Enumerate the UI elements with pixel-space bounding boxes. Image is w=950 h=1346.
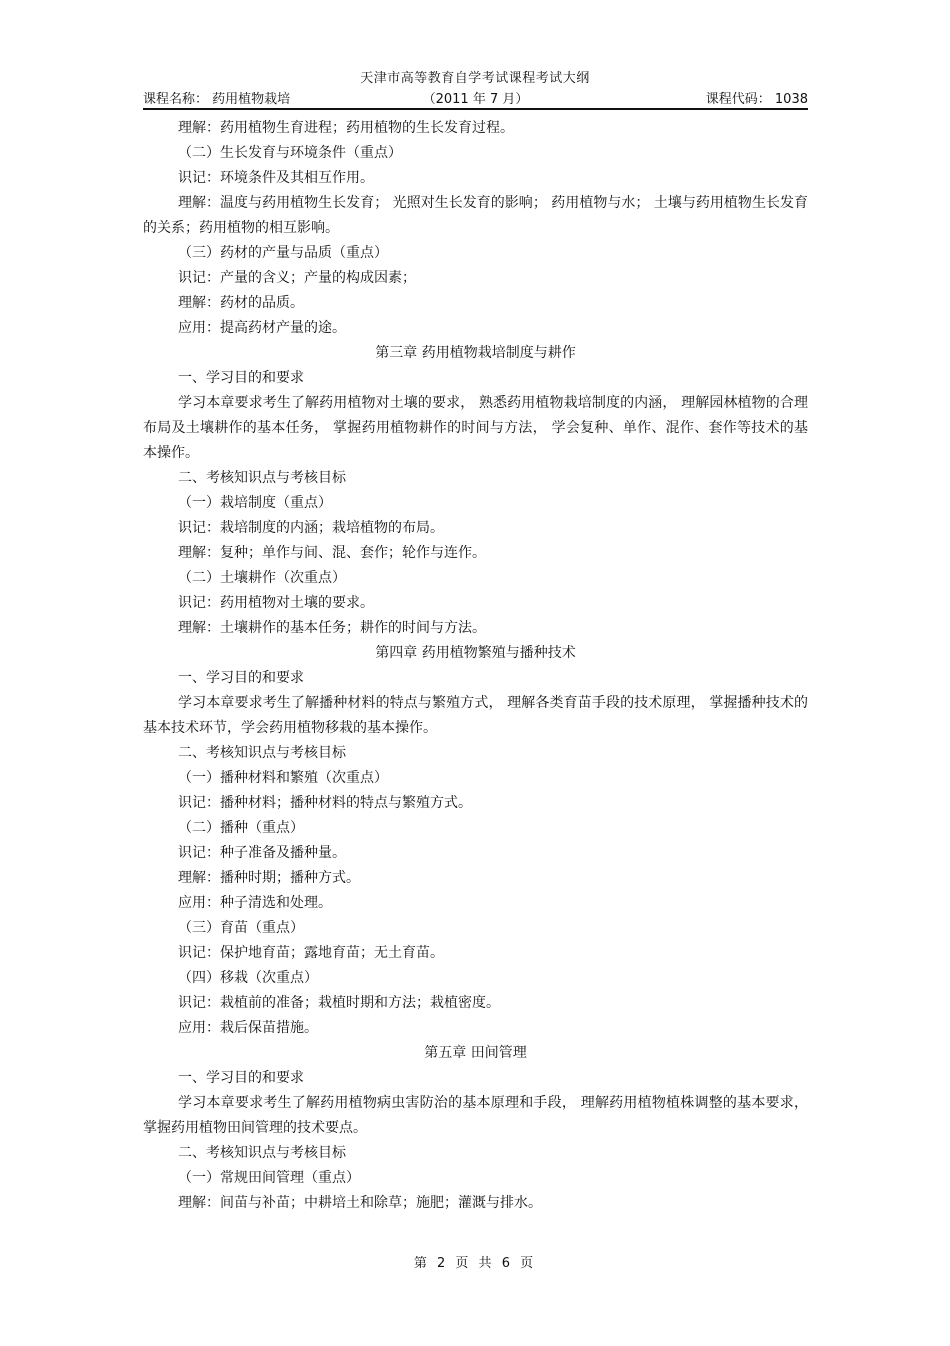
text-line: 识记：栽培制度的内涵；栽培植物的布局。	[178, 520, 444, 536]
text-line: （二）播种（重点）	[178, 820, 304, 836]
text-line: 理解：土壤耕作的基本任务；耕作的时间与方法。	[178, 620, 486, 636]
text-line: （二）土壤耕作（次重点）	[178, 570, 346, 586]
paragraph: 学习本章要求考生了解药用植物对土壤的要求， 熟悉药用植物栽培制度的内涵， 理解园林植物的合理布局及土壤耕作的基本任务， 掌握药用植物耕作的时间与方法， 学会复种、单作、混作、套作等技术的基本操作。	[143, 395, 808, 461]
text-line: 一、学习目的和要求	[178, 1070, 304, 1086]
text-line: （二）生长发育与环境条件（重点）	[178, 145, 402, 161]
text-line: 理解：药用植物生育进程；药用植物的生长发育过程。	[178, 120, 514, 136]
text-line: （一）常规田间管理（重点）	[178, 1170, 360, 1186]
header-divider	[143, 108, 808, 110]
text-line: 理解：播种时期；播种方式。	[178, 870, 360, 886]
text-line: 识记：环境条件及其相互作用。	[178, 170, 374, 186]
text-line: 一、学习目的和要求	[178, 670, 304, 686]
course-name: 课程名称： 药用植物栽培	[143, 92, 291, 107]
text-line: 二、考核知识点与考核目标	[178, 1145, 346, 1161]
chapter-heading: 第三章 药用植物栽培制度与耕作	[375, 345, 576, 361]
text-line: 识记：产量的含义；产量的构成因素；	[178, 270, 416, 286]
text-line: （一）栽培制度（重点）	[178, 495, 332, 511]
header-row	[143, 88, 808, 108]
chapter-heading: 第四章 药用植物繁殖与播种技术	[375, 645, 576, 661]
text-line: 应用：提高药材产量的途。	[178, 320, 346, 336]
text-line: 理解：药材的品质。	[178, 295, 304, 311]
page-body	[143, 116, 808, 1216]
paragraph: 学习本章要求考生了解药用植物病虫害防治的基本原理和手段， 理解药用植物植株调整的基本要求，掌握药用植物田间管理的技术要点。	[143, 1095, 808, 1136]
text-line: （三）药材的产量与品质（重点）	[178, 245, 388, 261]
paragraph: 理解：温度与药用植物生长发育； 光照对生长发育的影响； 药用植物与水； 土壤与药用植物生长发育的关系；药用植物的相互影响。	[143, 195, 808, 236]
text-line: 识记：播种材料；播种材料的特点与繁殖方式。	[178, 795, 472, 811]
text-line: 一、学习目的和要求	[178, 370, 304, 386]
text-line: 二、考核知识点与考核目标	[178, 745, 346, 761]
text-line: （四）移栽（次重点）	[178, 970, 318, 986]
text-line: 理解：复种；单作与间、混、套作；轮作与连作。	[178, 545, 486, 561]
page-number: 第 2 页 共 6 页	[413, 1256, 537, 1271]
course-code: 课程代码： 1038	[705, 92, 808, 107]
text-line: 二、考核知识点与考核目标	[178, 470, 346, 486]
text-line: 识记：栽植前的准备；栽植时期和方法；栽植密度。	[178, 995, 500, 1011]
text-line: 理解：间苗与补苗；中耕培土和除草；施肥；灌溉与排水。	[178, 1195, 542, 1211]
text-line: （一）播种材料和繁殖（次重点）	[178, 770, 388, 786]
text-line: 应用：种子清选和处理。	[178, 895, 332, 911]
text-line: （三）育苗（重点）	[178, 920, 304, 936]
text-line: 识记：保护地育苗；露地育苗；无土育苗。	[178, 945, 444, 961]
paragraph: 学习本章要求考生了解播种材料的特点与繁殖方式， 理解各类育苗手段的技术原理， 掌握播种技术的基本技术环节，学会药用植物移栽的基本操作。	[143, 695, 808, 736]
chapter-heading: 第五章 田间管理	[424, 1045, 527, 1061]
header-date: （2011 年 7 月）	[422, 92, 529, 107]
text-line: 识记：种子准备及播种量。	[178, 845, 346, 861]
text-line: 应用：栽后保苗措施。	[178, 1020, 318, 1036]
document-title: 天津市高等教育自学考试课程考试大纲	[360, 71, 590, 86]
text-line: 识记：药用植物对土壤的要求。	[178, 595, 374, 611]
